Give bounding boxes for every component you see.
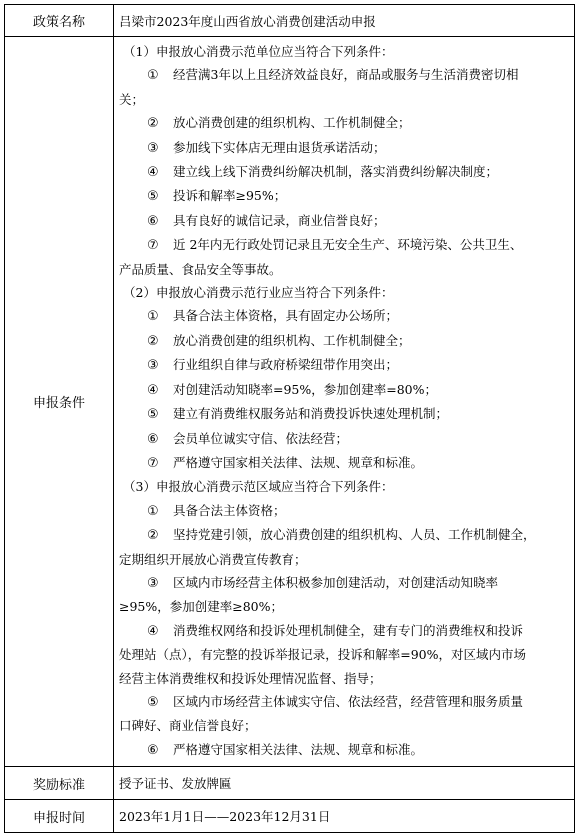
condition-item (119, 353, 570, 377)
condition-section-title: （3）申报放心消费示范区域应当符合下列条件： (123, 479, 394, 495)
condition-section-title: （2）申报放心消费示范行业应当符合下列条件： (123, 285, 394, 301)
condition-item-text: 放心消费创建的组织机构、工作机制健全； (173, 115, 411, 131)
condition-item (119, 619, 570, 643)
condition-item-number: ① (147, 503, 159, 519)
condition-item (119, 571, 570, 595)
condition-item-number: ② (147, 528, 159, 544)
condition-item-number: ④ (147, 623, 159, 639)
condition-item (119, 427, 570, 451)
condition-item (119, 499, 570, 523)
condition-item-continuation: 定期组织开展放心消费宣传教育； (119, 551, 307, 567)
condition-item (119, 209, 570, 233)
condition-item-number: ③ (147, 140, 159, 156)
condition-item-continuation: 经营主体消费维权和投诉处理情况监督、指导； (119, 670, 382, 686)
condition-item-text: 近 2年内无行政处罚记录且无安全生产、环境污染、公共卫生、 (173, 237, 523, 253)
condition-item-number: ⑥ (147, 742, 159, 758)
policy-name-label: 政策名称 (5, 5, 114, 37)
condition-item-text: 区域内市场经营主体诚实守信、依法经营，经营管理和服务质量 (173, 693, 524, 709)
condition-item (119, 184, 570, 208)
condition-item (119, 378, 570, 402)
condition-item-text: 建立有消费维权服务站和消费投诉快速处理机制； (173, 406, 449, 422)
condition-item-number: ⑤ (147, 189, 159, 205)
condition-item-text: 建立线上线下消费纠纷解决机制，落实消费纠纷解决制度； (173, 164, 499, 180)
condition-item-text: 会员单位诚实守信、依法经营； (173, 430, 349, 446)
condition-item-continuation: 处理站（点），有完整的投诉举报记录，投诉和解率=90%，对区域内市场 (119, 647, 527, 663)
condition-item-text: 对创建活动知晓率=95%，参加创建率=80%； (173, 381, 438, 397)
condition-item-text: 严格遵守国家相关法律、法规、规章和标准。 (173, 741, 424, 757)
condition-item-number: ④ (147, 165, 159, 181)
condition-item-number: ⑥ (147, 431, 159, 447)
condition-item-continuation: ≥95%，参加创建率≥80%； (119, 599, 284, 615)
condition-item-text: 坚持党建引领，放心消费创建的组织机构、人员、工作机制健全， (173, 527, 536, 543)
condition-item-number: ⑤ (147, 694, 159, 710)
reward-row (5, 767, 575, 800)
condition-item (119, 233, 570, 257)
condition-item-text: 具备合法主体资格，具有固定办公场所； (173, 308, 399, 324)
policy-table (4, 4, 575, 833)
condition-item-number: ① (147, 309, 159, 325)
condition-item (119, 160, 570, 184)
condition-item (119, 402, 570, 426)
condition-item-number: ⑤ (147, 407, 159, 423)
condition-item-number: ③ (147, 575, 159, 591)
condition-item-text: 参加线下实体店无理由退货承诺活动； (173, 139, 386, 155)
reward-label: 奖励标准 (5, 767, 114, 800)
condition-item (119, 63, 570, 87)
condition-item-text: 行业组织自律与政府桥梁纽带作用突出； (173, 357, 399, 373)
time-label: 申报时间 (5, 800, 114, 833)
condition-item (119, 738, 570, 762)
reward-value: 授予证书、发放牌匾 (114, 767, 575, 800)
condition-item-number: ③ (147, 358, 159, 374)
condition-item (119, 111, 570, 135)
condition-item-number: ① (147, 68, 159, 84)
condition-item-text: 具备合法主体资格； (173, 502, 286, 518)
conditions-row (5, 37, 575, 767)
condition-item-number: ② (147, 116, 159, 132)
condition-item-continuation: 口碑好、商业信誉良好； (119, 718, 257, 734)
condition-item (119, 690, 570, 714)
condition-item-number: ⑥ (147, 213, 159, 229)
condition-item (119, 523, 570, 547)
time-row (5, 800, 575, 833)
condition-item-text: 区域内市场经营主体积极参加创建活动，对创建活动知晓率 (173, 574, 499, 590)
condition-item-number: ⑦ (147, 238, 159, 254)
condition-item (119, 136, 570, 160)
policy-name-value: 吕梁市2023年度山西省放心消费创建活动申报 (114, 5, 575, 37)
condition-item-continuation: 关； (119, 91, 145, 107)
condition-item-number: ② (147, 333, 159, 349)
policy-name-row (5, 5, 575, 37)
condition-item (119, 329, 570, 353)
condition-item-continuation: 产品质量、食品安全等事故。 (119, 261, 282, 277)
condition-item-number: ④ (147, 382, 159, 398)
condition-item-text: 放心消费创建的组织机构、工作机制健全； (173, 332, 411, 348)
condition-section-title: （1）申报放心消费示范单位应当符合下列条件： (123, 44, 394, 59)
condition-item-text: 消费维权网络和投诉处理机制健全，建有专门的消费维权和投诉 (173, 622, 524, 638)
condition-item-text: 经营满3年以上且经济效益良好，商品或服务与生活消费密切相 (173, 67, 519, 83)
conditions-label: 申报条件 (5, 37, 114, 767)
condition-item-number: ⑦ (147, 455, 159, 471)
condition-item-text: 具有良好的诚信记录，商业信誉良好； (173, 212, 386, 228)
condition-item-text: 投诉和解率≥95%； (173, 188, 287, 204)
time-value: 2023年1月1日——2023年12月31日 (114, 800, 575, 833)
condition-item-text: 严格遵守国家相关法律、法规、规章和标准。 (173, 454, 424, 470)
condition-item (119, 304, 570, 328)
condition-item (119, 451, 570, 475)
conditions-content (114, 37, 575, 767)
